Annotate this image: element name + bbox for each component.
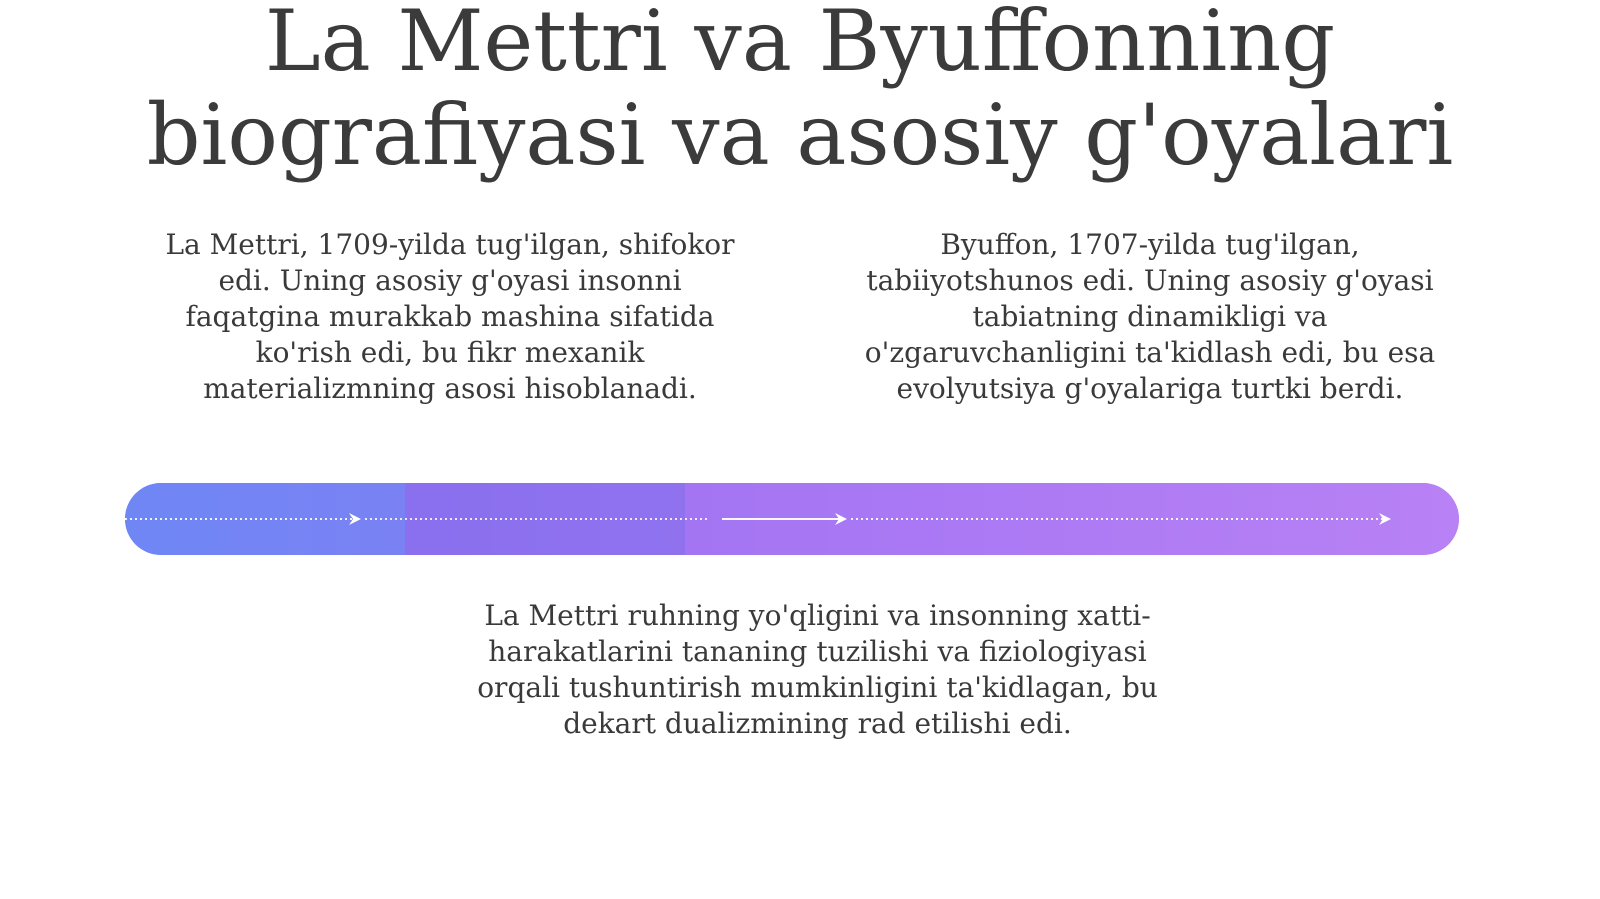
byuffon-text: Byuffon, 1707-yilda tug'ilgan, tabiiyotshunos edi. Uning asosiy g'oyasi tabiatning dinamikligi va o'zgaruvchanligini ta'kidlash edi, bu esa evolyutsiya g'oyalariga turtki berdi. (864, 228, 1436, 405)
slide-title: La Mettri va Byuffonning biografiyasi va asosiy g'oyalari (146, 0, 1454, 184)
timeline-arrows (125, 483, 1459, 555)
la-mettri-text: La Mettri, 1709-yilda tug'ilgan, shifokor edi. Uning asosiy g'oyasi insonni faqatgina murakkab mashina sifatida ko'rish edi, bu fikr mexanik materializmning asosi hisoblanadi. (165, 228, 735, 405)
arrow-right-icon (1379, 513, 1391, 525)
timeline-bar (125, 483, 1459, 555)
la-mettri-bottom-text: La Mettri ruhning yo'qligini va insonning xatti-harakatlarini tananing tuzilishi va fiziologiyasi orqali tushuntirish mumkinligini ta'kidlagan, bu dekart dualizmining rad etilishi edi. (477, 599, 1158, 740)
